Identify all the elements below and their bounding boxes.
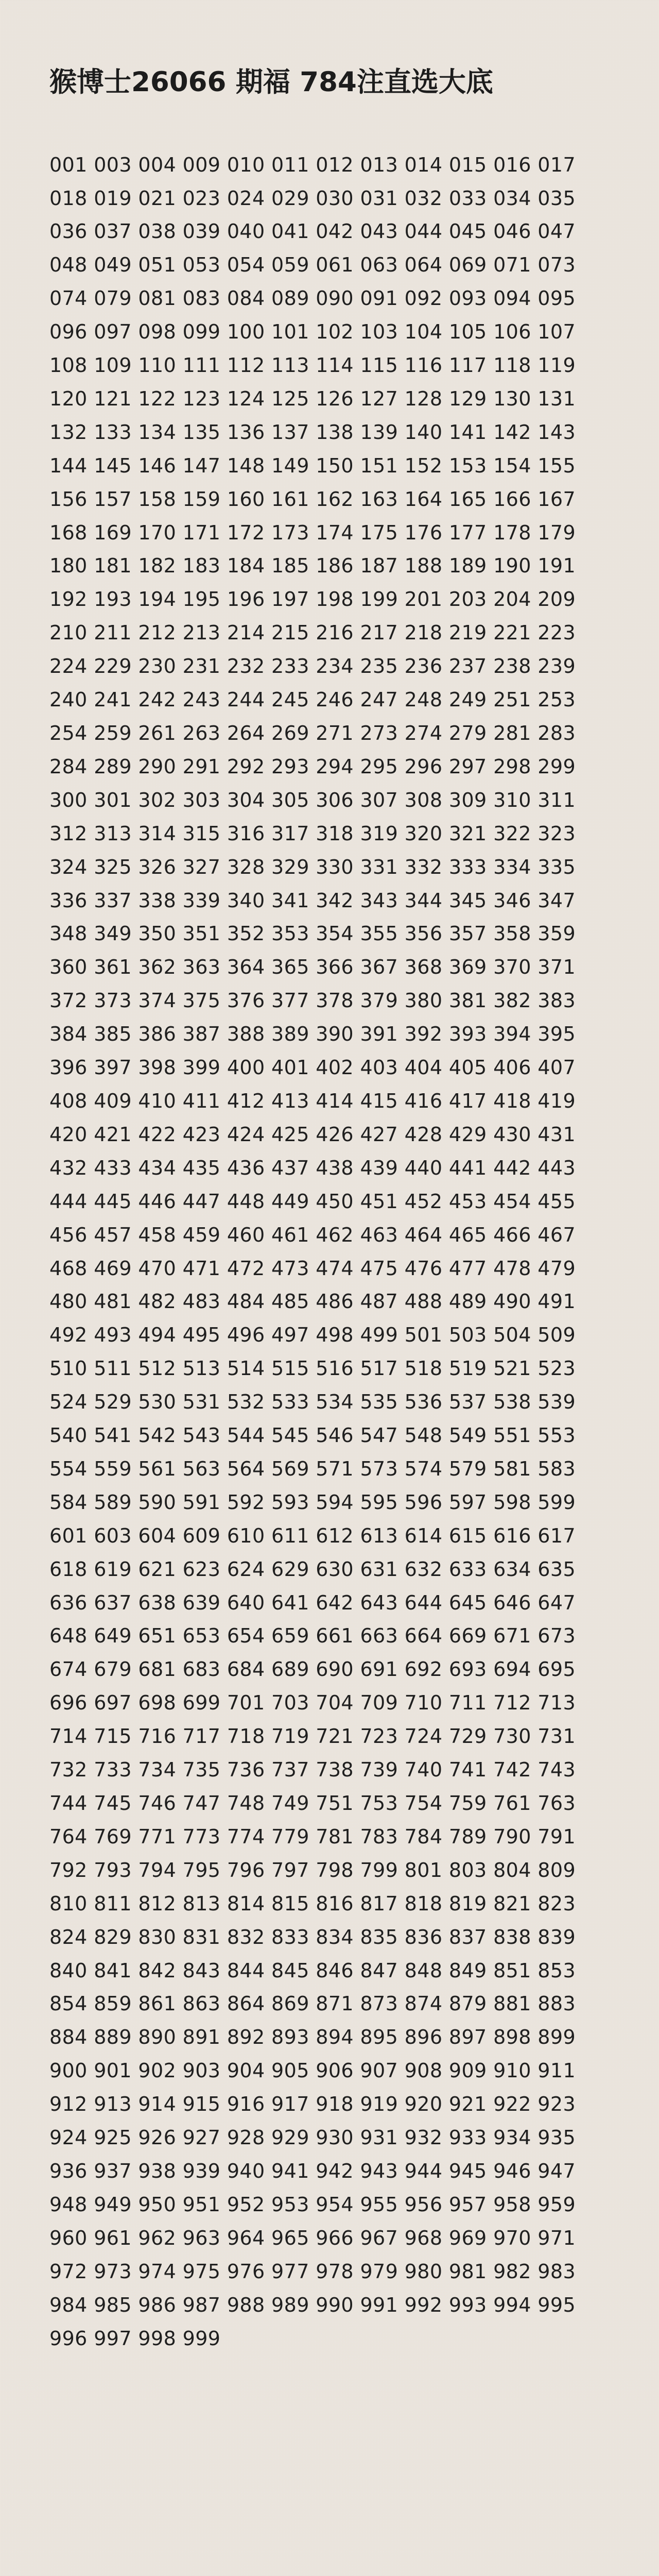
number-list: 001 003 004 009 010 011 012 013 014 015 016 017 018 019 021 023 024 029 030 031 032 033 034 035 036 037 038 039 040 041 042 043 044 045 046 047 048 049 051 053 054 059 061 063 064 069 071 073 074 079 081 083 084 089 090 091 092 093 094 095 096 097 098 099 100 101 102 103 104 105 106 107 108 109 110 111 112 113 114 115 116 117 118 119 120 121 122 123 124 125 126 127 128 129 130 131 132 133 134 135 136 137 138 139 140 141 142 143 144 145 146 147 148 149 150 151 152 153 154 155 156 157 158 159 160 161 162 163 164 165 166 167 168 169 170 171 172 173 174 175 176 177 178 179 180 181 182 183 184 185 186 187 188 189 190 191 192 193 194 195 196 197 198 199 201 203 204 209 210 211 212 213 214 215 216 217 218 219 221 223 224 229 230 231 232 233 234 235 236 237 238 239 240 241 242 243 244 245 246 247 248 249 251 253 254 259 261 263 264 269 271 273 274 279 281 283 284 289 290 291 292 293 294 295 296 297 298 299 300 301 302 303 304 305 306 307 308 309 310 311 312 313 314 315 316 317 318 319 320 321 322 323 324 325 326 327 328 329 330 331 332 333 334 335 336 337 338 339 340 341 342 343 344 345 346 347 348 349 350 351 352 353 354 355 356 357 358 359 360 361 362 363 364 365 366 367 368 369 370 371 372 373 374 375 376 377 378 379 380 381 382 383 384 385 386 387 388 389 390 391 392 393 394 395 396 397 398 399 400 401 402 403 404 405 406 407 408 409 410 411 412 413 414 415 416 417 418 419 420 421 422 423 424 425 426 427 428 429 430 431 432 433 434 435 436 437 438 439 440 441 442 443 444 445 446 447 448 449 450 451 452 453 454 455 456 457 458 459 460 461 462 463 464 465 466 467 468 469 470 471 472 473 474 475 476 477 478 479 480 481 482 483 484 485 486 487 488 489 490 491 492 493 494 495 496 497 498 499 501 503 504 509 510 511 512 513 514 515 516 517 518 519 521 523 524 529 530 531 532 533 534 535 536 537 538 539 540 541 542 543 544 545 546 547 548 549 551 553 554 559 561 563 564 569 571 573 574 579 581 583 584 589 590 591 592 593 594 595 596 597 598 599 601 603 604 609 610 611 612 613 614 615 616 617 618 619 621 623 624 629 630 631 632 633 634 635 636 637 638 639 640 641 642 643 644 645 646 647 648 649 651 653 654 659 661 663 664 669 671 673 674 679 681 683 684 689 690 691 692 693 694 695 696 697 698 699 701 703 704 709 710 711 712 713 714 715 716 717 718 719 721 723 724 729 730 731 732 733 734 735 736 737 738 739 740 741 742 743 744 745 746 747 748 749 751 753 754 759 761 763 764 769 771 773 774 779 781 783 784 789 790 791 792 793 794 795 796 797 798 799 801 803 804 809 810 811 812 813 814 815 816 817 818 819 821 823 824 829 830 831 832 833 834 835 836 837 838 839 840 841 842 843 844 845 846 847 848 849 851 853 854 859 861 863 864 869 871 873 874 879 881 883 884 889 890 891 892 893 894 895 896 897 898 899 900 901 902 903 904 905 906 907 908 909 910 911 912 913 914 915 916 917 918 919 920 921 922 923 924 925 926 927 928 929 930 931 932 933 934 935 936 937 938 939 940 941 942 943 944 945 946 947 948 949 950 951 952 953 954 955 956 957 958 959 960 961 962 963 964 965 966 967 968 969 970 971 972 973 974 975 976 977 978 979 980 981 982 983 984 985 986 987 988 989 990 991 992 993 994 995 996 997 998 999 xyxy=(49,153,576,2350)
note-title: 猴博士26066 期福 784注直选大底 xyxy=(49,66,493,98)
memo-note xyxy=(49,0,611,2355)
